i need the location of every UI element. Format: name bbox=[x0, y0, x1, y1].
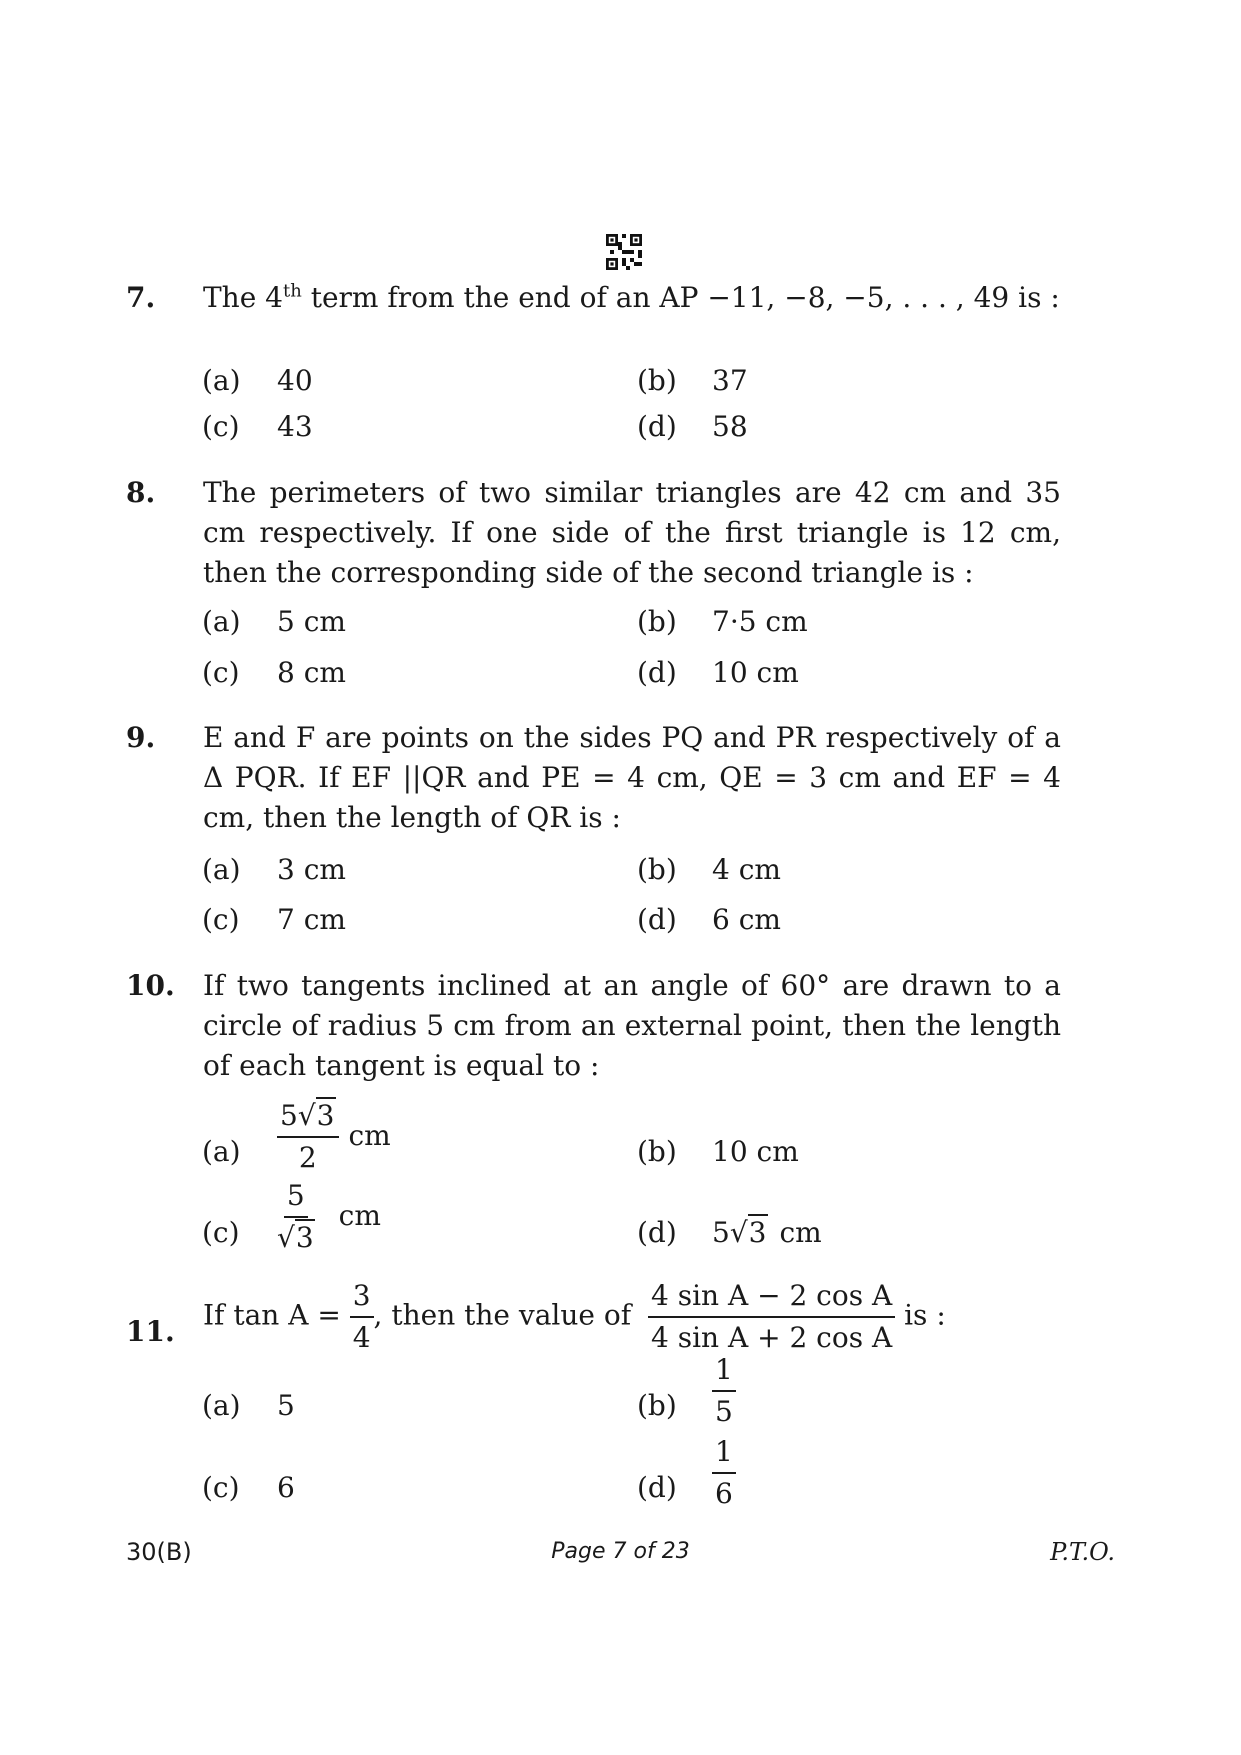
question-10 bbox=[126, 966, 1061, 1086]
option-label: (a) bbox=[202, 853, 241, 886]
fraction bbox=[350, 1278, 374, 1356]
option-label: (b) bbox=[637, 853, 677, 886]
fraction-numerator bbox=[277, 1098, 339, 1138]
option-label: (c) bbox=[202, 903, 240, 936]
question-7 bbox=[126, 278, 1061, 318]
option-value: 7·5 cm bbox=[712, 605, 808, 638]
question-text-part: The 4 bbox=[203, 281, 283, 314]
coefficient: 5 bbox=[280, 1099, 298, 1132]
option-label: (b) bbox=[637, 364, 677, 397]
unit: cm bbox=[779, 1216, 822, 1249]
question-number: 11. bbox=[126, 1315, 175, 1348]
fraction bbox=[277, 1178, 315, 1256]
fraction-numerator: 1 bbox=[712, 1352, 736, 1392]
option-label: (a) bbox=[202, 605, 241, 638]
option-label: (a) bbox=[202, 1389, 241, 1422]
square-root: √3 bbox=[277, 1221, 314, 1254]
fraction-denominator: 2 bbox=[298, 1141, 317, 1174]
option-value: 10 cm bbox=[712, 656, 799, 689]
option-label: (d) bbox=[637, 1216, 677, 1249]
option-label: (c) bbox=[202, 1471, 240, 1504]
fraction-denominator bbox=[277, 1218, 315, 1256]
question-number: 9. bbox=[126, 721, 156, 754]
option-value: 4 cm bbox=[712, 853, 781, 886]
fraction bbox=[712, 1434, 736, 1512]
square-root: √3 bbox=[297, 1099, 335, 1132]
option-value: 3 cm bbox=[277, 853, 346, 886]
question-text-part: , then the value of bbox=[373, 1298, 632, 1332]
question-text: The perimeters of two similar triangles are 42 cm and 35 cm respectively. If one side of the first triangle is 12 cm, then the corresponding side of the second triangle is : bbox=[203, 476, 1061, 589]
qr-code-icon bbox=[606, 234, 642, 270]
question-number: 10. bbox=[126, 969, 175, 1002]
option-value bbox=[712, 1352, 736, 1430]
question-11 bbox=[126, 1278, 1061, 1356]
fraction-denominator: 4 bbox=[352, 1321, 371, 1354]
fraction bbox=[277, 1098, 339, 1176]
fraction-denominator: 6 bbox=[715, 1477, 733, 1510]
option-value: 43 bbox=[277, 410, 313, 443]
question-9 bbox=[126, 718, 1061, 838]
option-label: (d) bbox=[637, 903, 677, 936]
fraction-numerator: 3 bbox=[350, 1278, 374, 1318]
radicand: 3 bbox=[748, 1216, 767, 1249]
question-text-part: term from the end of an AP −11, −8, −5, . . . , 49 is : bbox=[301, 281, 1060, 314]
option-value: 6 cm bbox=[712, 903, 781, 936]
option-label: (c) bbox=[202, 656, 240, 689]
option-value bbox=[277, 1098, 391, 1176]
option-value bbox=[712, 1213, 822, 1253]
option-value: 10 cm bbox=[712, 1135, 799, 1168]
option-value: 37 bbox=[712, 364, 748, 397]
question-text-part: is : bbox=[904, 1298, 946, 1332]
option-label: (b) bbox=[637, 1389, 677, 1422]
radicand: 3 bbox=[295, 1221, 314, 1254]
option-value: 7 cm bbox=[277, 903, 346, 936]
coefficient: 5 bbox=[712, 1216, 730, 1249]
option-value: 58 bbox=[712, 410, 748, 443]
superscript: th bbox=[283, 280, 302, 302]
question-text bbox=[203, 1278, 1061, 1356]
fraction-numerator: 4 sin A − 2 cos A bbox=[648, 1278, 895, 1318]
option-label: (b) bbox=[637, 1135, 677, 1168]
option-label: (c) bbox=[202, 410, 240, 443]
option-label: (d) bbox=[637, 1471, 677, 1504]
question-text bbox=[203, 278, 1061, 318]
fraction bbox=[712, 1352, 736, 1430]
paper-code: 30(B) bbox=[126, 1538, 192, 1566]
fraction-numerator: 5 bbox=[284, 1178, 308, 1218]
option-label: (d) bbox=[637, 410, 677, 443]
option-label: (c) bbox=[202, 1216, 240, 1249]
option-label: (d) bbox=[637, 656, 677, 689]
question-text: E and F are points on the sides PQ and PR respectively of a Δ PQR. If EF ||QR and PE = 4 cm, QE = 3 cm and EF = 4 cm, then the length of QR is : bbox=[203, 721, 1061, 834]
option-label: (a) bbox=[202, 364, 241, 397]
unit: cm bbox=[338, 1198, 381, 1232]
question-8 bbox=[126, 473, 1061, 593]
option-value: 6 bbox=[277, 1471, 295, 1504]
fraction-denominator: 4 sin A + 2 cos A bbox=[650, 1321, 893, 1354]
question-text-part: If tan A = bbox=[203, 1298, 341, 1332]
fraction-numerator: 1 bbox=[712, 1434, 736, 1474]
question-number: 8. bbox=[126, 476, 156, 509]
radicand: 3 bbox=[316, 1099, 335, 1132]
unit: cm bbox=[348, 1118, 391, 1152]
option-label: (b) bbox=[637, 605, 677, 638]
fraction bbox=[648, 1278, 895, 1356]
option-value: 5 bbox=[277, 1389, 295, 1422]
option-value: 8 cm bbox=[277, 656, 346, 689]
option-value bbox=[712, 1434, 736, 1512]
square-root: √3 bbox=[729, 1216, 767, 1249]
page-number: Page 7 of 23 bbox=[551, 1539, 690, 1564]
question-number: 7. bbox=[126, 281, 156, 314]
option-label: (a) bbox=[202, 1135, 241, 1168]
option-value: 5 cm bbox=[277, 605, 346, 638]
option-value: 40 bbox=[277, 364, 313, 397]
option-value bbox=[277, 1178, 381, 1256]
question-text: If two tangents inclined at an angle of 60° are drawn to a circle of radius 5 cm from an external point, then the length of each tangent is equal to : bbox=[203, 969, 1061, 1082]
pto-label: P.T.O. bbox=[1050, 1538, 1115, 1566]
fraction-denominator: 5 bbox=[715, 1395, 733, 1428]
